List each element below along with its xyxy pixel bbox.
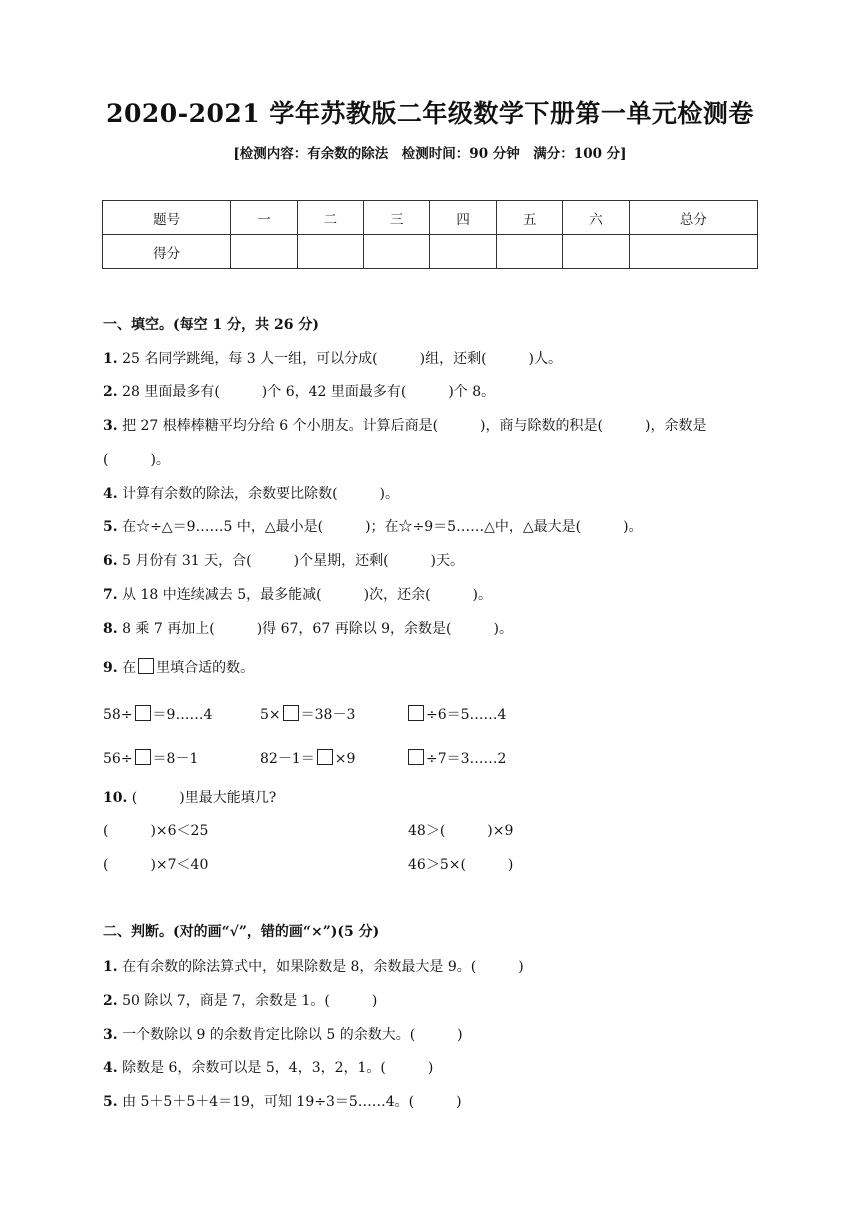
question-text: 由 5＋5＋5＋4＝19，可知 19÷3＝5……4。( ) (117, 1094, 462, 1110)
question-number: 4. (103, 1060, 118, 1076)
question-1-4 (103, 483, 399, 503)
question-2-1 (103, 956, 524, 976)
equation (103, 707, 212, 723)
equation (408, 704, 506, 724)
question-text: 在☆÷△＝9……5 中，△最小是( )；在☆÷9＝5……△中，△最大是( )。 (117, 519, 643, 535)
question-text: 除数是 6，余数可以是 5，4，3，2，1。( ) (117, 1060, 434, 1076)
equation-part: 58÷ (103, 707, 133, 723)
question-text: 里填合适的数。 (156, 660, 255, 676)
score-cell[interactable] (231, 235, 297, 269)
score-header-cell: 三 (364, 201, 430, 235)
question-1-10 (103, 787, 276, 807)
question-number: 1. (103, 351, 118, 367)
score-cell[interactable] (430, 235, 496, 269)
question-number: 1. (103, 959, 118, 975)
score-header-cell: 总分 (629, 201, 757, 235)
question-1-9 (103, 657, 254, 677)
question-number: 3. (103, 418, 118, 434)
question-2-4 (103, 1057, 433, 1077)
inequality: 46＞5×( ) (408, 857, 514, 873)
question-1-7 (103, 584, 492, 604)
answer-box-icon (138, 658, 154, 674)
score-table (102, 200, 758, 269)
question-text: 从 18 中连续减去 5，最多能减( )次，还余( )。 (117, 587, 492, 603)
equation-part: ＝8－1 (152, 751, 199, 767)
score-header-cell: 四 (430, 201, 496, 235)
equation (103, 751, 198, 767)
score-row-label: 得分 (103, 235, 231, 269)
question-1-1 (103, 348, 562, 368)
equation-part: ×9 (334, 751, 356, 767)
question-text: 把 27 根棒棒糖平均分给 6 个小朋友。计算后商是( )，商与除数的积是( )，余数是 (117, 418, 707, 434)
equation (408, 748, 506, 768)
question-1-3-cont (103, 449, 170, 469)
q9-row-2 (103, 748, 763, 768)
question-2-2 (103, 990, 377, 1010)
score-header-cell: 一 (231, 201, 297, 235)
answer-box[interactable] (135, 749, 151, 765)
equation-part: 5× (260, 707, 281, 723)
question-number: 2. (103, 993, 118, 1009)
question-number: 6. (103, 553, 118, 569)
question-text: 25 名同学跳绳，每 3 人一组，可以分成( )组，还剩( )人。 (117, 351, 562, 367)
q10-row-2 (103, 854, 763, 874)
equation (260, 748, 355, 768)
equation-part: 56÷ (103, 751, 133, 767)
question-text: 在有余数的除法算式中，如果除数是 8，余数最大是 9。( ) (117, 959, 524, 975)
score-table-score-row (103, 235, 758, 269)
question-number: 7. (103, 587, 118, 603)
inequality: 48＞( )×9 (408, 823, 514, 839)
section1-heading: 一、填空。(每空 1 分，共 26 分) (103, 317, 319, 333)
question-text: 50 除以 7，商是 7，余数是 1。( ) (117, 993, 378, 1009)
question-1-8 (103, 618, 513, 638)
answer-box[interactable] (317, 749, 333, 765)
equation-part: ＝38－3 (300, 707, 356, 723)
page-title: 2020-2021 学年苏教版二年级数学下册第一单元检测卷 (106, 99, 754, 128)
question-2-3 (103, 1024, 463, 1044)
question-text: ( )里最大能填几? (127, 790, 277, 806)
score-cell[interactable] (297, 235, 363, 269)
question-1-3 (103, 415, 706, 435)
question-number: 10. (103, 790, 128, 806)
question-text: 5 月份有 31 天，合( )个星期，还剩( )天。 (117, 553, 464, 569)
score-header-cell: 题号 (103, 201, 231, 235)
question-text: 在 (117, 660, 137, 676)
score-header-cell: 二 (297, 201, 363, 235)
equation-part: ÷6＝5……4 (426, 707, 507, 723)
question-2-5 (103, 1091, 462, 1111)
question-number: 4. (103, 486, 118, 502)
score-cell[interactable] (563, 235, 629, 269)
question-number: 5. (103, 519, 118, 535)
answer-box[interactable] (408, 705, 424, 721)
question-1-5 (103, 516, 643, 536)
q10-row-1 (103, 820, 763, 840)
answer-box[interactable] (283, 705, 299, 721)
question-text: ( )。 (103, 452, 170, 468)
question-number: 5. (103, 1094, 118, 1110)
question-number: 2. (103, 384, 118, 400)
question-number: 8. (103, 621, 118, 637)
section2-heading: 二、判断。(对的画“√”，错的画“×”)(5 分) (103, 924, 380, 940)
q9-row-1 (103, 704, 763, 724)
question-number: 3. (103, 1027, 118, 1043)
score-cell[interactable] (364, 235, 430, 269)
question-text: 计算有余数的除法，余数要比除数( )。 (117, 486, 399, 502)
question-number: 9. (103, 660, 118, 676)
score-cell[interactable] (496, 235, 562, 269)
equation-part: 82－1＝ (260, 751, 315, 767)
equation-part: ＝9……4 (152, 707, 213, 723)
exam-info: [检测内容：有余数的除法 检测时间：90 分钟 满分：100 分] (233, 146, 627, 162)
answer-box[interactable] (135, 705, 151, 721)
equation (260, 704, 355, 724)
equation-part: ÷7＝3……2 (426, 751, 507, 767)
question-text: 8 乘 7 再加上( )得 67，67 再除以 9，余数是( )。 (117, 621, 513, 637)
inequality: ( )×7＜40 (103, 857, 209, 873)
score-header-cell: 五 (496, 201, 562, 235)
question-text: 28 里面最多有( )个 6，42 里面最多有( )个 8。 (117, 384, 496, 400)
score-header-cell: 六 (563, 201, 629, 235)
question-1-6 (103, 550, 464, 570)
question-text: 一个数除以 9 的余数肯定比除以 5 的余数大。( ) (117, 1027, 463, 1043)
score-cell[interactable] (629, 235, 757, 269)
question-1-2 (103, 381, 495, 401)
answer-box[interactable] (408, 749, 424, 765)
inequality: ( )×6＜25 (103, 823, 209, 839)
score-table-header-row (103, 201, 758, 235)
